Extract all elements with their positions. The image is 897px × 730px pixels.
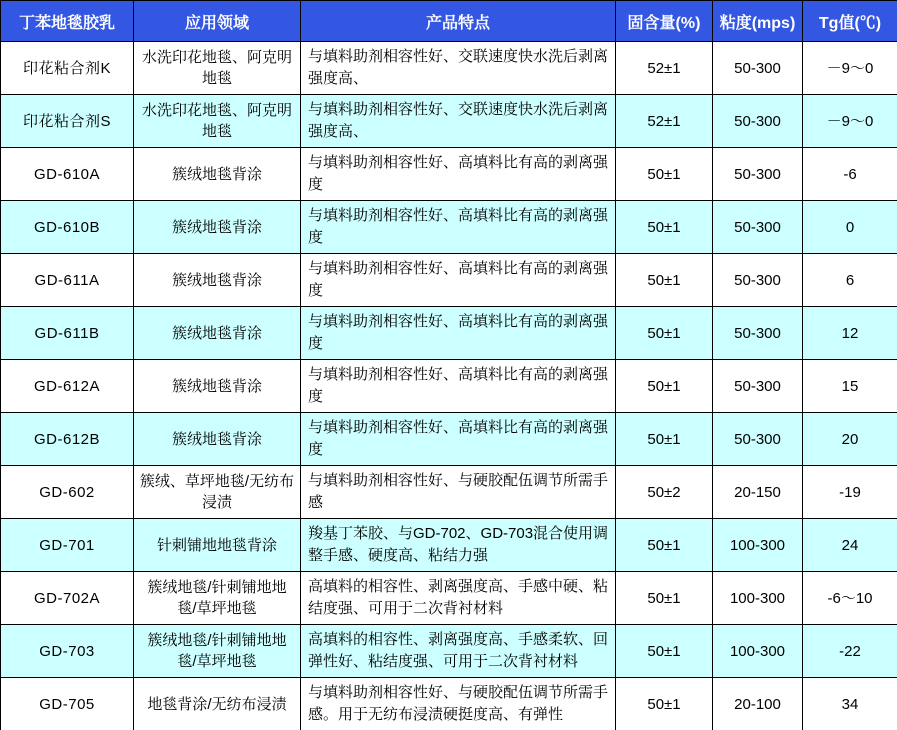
table-row — [1, 678, 897, 730]
table-row — [1, 572, 897, 625]
viscosity-cell: 100-300 — [713, 519, 803, 572]
viscosity-cell: 50-300 — [713, 413, 803, 466]
solid-cell: 50±1 — [616, 413, 713, 466]
tg-cell: －9～0 — [803, 95, 897, 148]
viscosity-cell: 100-300 — [713, 625, 803, 678]
header-cell-product: 丁苯地毯胶乳 — [1, 1, 134, 42]
application-cell: 水洗印花地毯、阿克明地毯 — [134, 42, 301, 95]
tg-cell: 12 — [803, 307, 897, 360]
application-cell: 簇绒地毯/针刺铺地地毯/草坪地毯 — [134, 572, 301, 625]
product-cell: GD-611A — [1, 254, 134, 307]
table-row — [1, 360, 897, 413]
table-row — [1, 148, 897, 201]
header-cell-solid: 固含量(%) — [616, 1, 713, 42]
tg-cell: -6 — [803, 148, 897, 201]
table-row — [1, 201, 897, 254]
application-cell: 簇绒地毯背涂 — [134, 201, 301, 254]
viscosity-cell: 50-300 — [713, 254, 803, 307]
application-cell: 水洗印花地毯、阿克明地毯 — [134, 95, 301, 148]
features-cell: 与填料助剂相容性好、交联速度快水洗后剥离强度高、 — [301, 95, 616, 148]
table-row — [1, 95, 897, 148]
solid-cell: 50±1 — [616, 148, 713, 201]
features-cell: 与填料助剂相容性好、高填料比有高的剥离强度 — [301, 254, 616, 307]
product-cell: GD-610A — [1, 148, 134, 201]
features-cell: 与填料助剂相容性好、高填料比有高的剥离强度 — [301, 148, 616, 201]
application-cell: 簇绒、草坪地毯/无纺布浸渍 — [134, 466, 301, 519]
viscosity-cell: 50-300 — [713, 42, 803, 95]
tg-cell: 0 — [803, 201, 897, 254]
features-cell: 与填料助剂相容性好、高填料比有高的剥离强度 — [301, 413, 616, 466]
solid-cell: 50±1 — [616, 201, 713, 254]
header-cell-application: 应用领域 — [134, 1, 301, 42]
features-cell: 与填料助剂相容性好、高填料比有高的剥离强度 — [301, 307, 616, 360]
features-cell: 羧基丁苯胶、与GD-702、GD-703混合使用调整手感、硬度高、粘结力强 — [301, 519, 616, 572]
table-row — [1, 42, 897, 95]
viscosity-cell: 20-150 — [713, 466, 803, 519]
product-cell: GD-611B — [1, 307, 134, 360]
header-cell-features: 产品特点 — [301, 1, 616, 42]
features-cell: 高填料的相容性、剥离强度高、手感柔软、回弹性好、粘结度强、可用于二次背衬材料 — [301, 625, 616, 678]
tg-cell: 34 — [803, 678, 897, 730]
tg-cell: 20 — [803, 413, 897, 466]
features-cell: 与填料助剂相容性好、高填料比有高的剥离强度 — [301, 360, 616, 413]
solid-cell: 52±1 — [616, 95, 713, 148]
features-cell: 与填料助剂相容性好、与硬胶配伍调节所需手感 — [301, 466, 616, 519]
solid-cell: 50±1 — [616, 678, 713, 730]
product-cell: GD-612B — [1, 413, 134, 466]
application-cell: 簇绒地毯背涂 — [134, 413, 301, 466]
solid-cell: 50±1 — [616, 572, 713, 625]
viscosity-cell: 100-300 — [713, 572, 803, 625]
product-cell: 印花粘合剂K — [1, 42, 134, 95]
product-cell: GD-610B — [1, 201, 134, 254]
table-row — [1, 466, 897, 519]
solid-cell: 50±2 — [616, 466, 713, 519]
application-cell: 簇绒地毯背涂 — [134, 307, 301, 360]
table-row — [1, 625, 897, 678]
header-row — [1, 1, 897, 42]
product-cell: GD-702A — [1, 572, 134, 625]
application-cell: 地毯背涂/无纺布浸渍 — [134, 678, 301, 730]
viscosity-cell: 50-300 — [713, 95, 803, 148]
solid-cell: 50±1 — [616, 519, 713, 572]
tg-cell: 6 — [803, 254, 897, 307]
product-cell: GD-602 — [1, 466, 134, 519]
product-cell: GD-703 — [1, 625, 134, 678]
solid-cell: 52±1 — [616, 42, 713, 95]
tg-cell: -19 — [803, 466, 897, 519]
viscosity-cell: 50-300 — [713, 307, 803, 360]
features-cell: 与填料助剂相容性好、高填料比有高的剥离强度 — [301, 201, 616, 254]
tg-cell: -22 — [803, 625, 897, 678]
application-cell: 簇绒地毯背涂 — [134, 360, 301, 413]
application-cell: 簇绒地毯背涂 — [134, 148, 301, 201]
header-cell-viscosity: 粘度(mps) — [713, 1, 803, 42]
application-cell: 簇绒地毯背涂 — [134, 254, 301, 307]
viscosity-cell: 50-300 — [713, 360, 803, 413]
solid-cell: 50±1 — [616, 360, 713, 413]
viscosity-cell: 50-300 — [713, 201, 803, 254]
table-row — [1, 413, 897, 466]
product-cell: 印花粘合剂S — [1, 95, 134, 148]
solid-cell: 50±1 — [616, 307, 713, 360]
viscosity-cell: 20-100 — [713, 678, 803, 730]
tg-cell: －9～0 — [803, 42, 897, 95]
table-row — [1, 254, 897, 307]
tg-cell: -6～10 — [803, 572, 897, 625]
features-cell: 与填料助剂相容性好、交联速度快水洗后剥离强度高、 — [301, 42, 616, 95]
header-cell-tg: Tg值(℃) — [803, 1, 897, 42]
tg-cell: 15 — [803, 360, 897, 413]
product-cell: GD-701 — [1, 519, 134, 572]
solid-cell: 50±1 — [616, 254, 713, 307]
table-row — [1, 307, 897, 360]
table-body — [1, 42, 897, 730]
tg-cell: 24 — [803, 519, 897, 572]
table-header — [1, 1, 897, 42]
table-row — [1, 519, 897, 572]
product-cell: GD-612A — [1, 360, 134, 413]
product-cell: GD-705 — [1, 678, 134, 730]
application-cell: 针刺铺地地毯背涂 — [134, 519, 301, 572]
solid-cell: 50±1 — [616, 625, 713, 678]
viscosity-cell: 50-300 — [713, 148, 803, 201]
features-cell: 高填料的相容性、剥离强度高、手感中硬、粘结度强、可用于二次背衬材料 — [301, 572, 616, 625]
application-cell: 簇绒地毯/针刺铺地地毯/草坪地毯 — [134, 625, 301, 678]
features-cell: 与填料助剂相容性好、与硬胶配伍调节所需手感。用于无纺布浸渍硬挺度高、有弹性 — [301, 678, 616, 730]
